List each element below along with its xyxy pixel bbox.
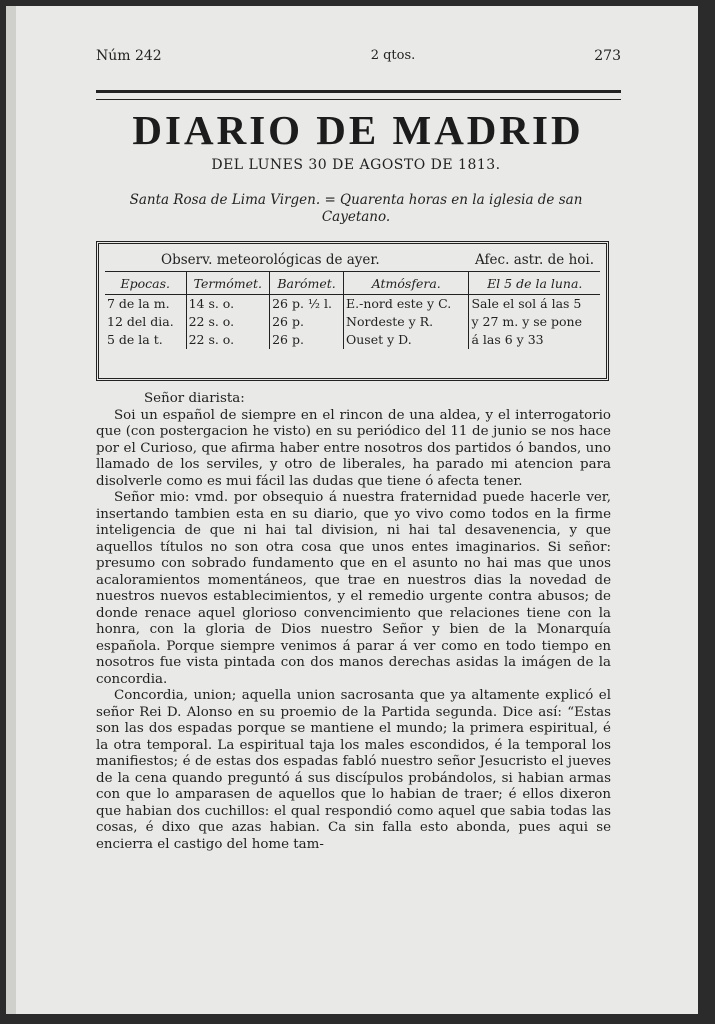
column-header: Barómet.: [270, 272, 344, 295]
article-salutation: Señor diarista:: [144, 391, 245, 406]
table-row: [105, 295, 600, 314]
table-row: [105, 331, 600, 349]
meteo-heading-left: Observ. meteorológicas de ayer.: [161, 252, 380, 268]
table-cell: Nordeste y R.: [344, 313, 469, 331]
table-cell: 26 p. ½ l.: [270, 295, 344, 314]
table-cell: Ouset y D.: [344, 331, 469, 349]
table-cell: 12 del dia.: [107, 314, 174, 329]
column-header: El 5 de la luna.: [469, 272, 600, 295]
page-number: 273: [594, 48, 621, 64]
table-cell: 7 de la m.: [107, 296, 170, 311]
table-row: [105, 313, 600, 331]
masthead-line: [96, 48, 621, 64]
meteorological-box: [96, 241, 609, 381]
table-cell: 14 s. o.: [186, 295, 270, 314]
newspaper-page: [6, 6, 698, 1014]
column-header: Atmósfera.: [344, 272, 469, 295]
price: 2 qtos.: [370, 48, 416, 63]
article-paragraph: Señor mio: vmd. por obsequio á nuestra fraternidad puede hacerle ver, insertando tambien esta en su diario, que yo vivo como todos en la firme inteligencia de que ni hai tal division, ni hai tal desavenencia, y que aquellos títulos no son otra cosa que unos entes imaginarios. Si señor: presumo con sobrado fundamento que en el asunto no hai mas que unos acaloramientos momentáneos, que trae en nuestros dias la novedad de nuestros nuevos establecimientos, y el remedio urgente contra abusos; de donde renace aquel glorioso convencimiento que relaciones tiene con la honra, con la gloria de Dios nuestro Señor y bien de la Monarquía española. Porque siempre venimos á parar á ver como en todo tiempo en nosotros fue vista pintada con dos manos derechas asidas la imágen de la concordia.: [96, 490, 611, 687]
newspaper-title: DIARIO DE MADRID: [132, 107, 584, 153]
table-cell: 22 s. o.: [186, 331, 270, 349]
table-cell: 22 s. o.: [186, 313, 270, 331]
saints-of-the-day: Santa Rosa de Lima Virgen. = Quarenta horas en la iglesia de san Cayetano.: [129, 192, 583, 225]
table-cell: y 27 m. y se pone: [469, 313, 600, 331]
column-header: Termómet.: [186, 272, 270, 295]
masthead-rule: [96, 90, 621, 100]
meteo-column-headers: [105, 272, 600, 295]
article-paragraph: Soi un español de siempre en el rincon de una aldea, y el interrogatorio que (con postergacion he visto) en su periódico del 11 de junio se nos hace por el Curioso, que afirma haber entre nosotros dos partidos ó bandos, uno llamado de los serviles, y otro de liberales, ha parado mi atencion para disolverle como es mui fácil las dudas que tiene ó afecta tener.: [96, 407, 611, 489]
table-cell: Sale el sol á las 5: [469, 295, 600, 314]
issue-date: DEL LUNES 30 DE AGOSTO DE 1813.: [211, 157, 501, 173]
table-cell: á las 6 y 33: [469, 331, 600, 349]
table-cell: 5 de la t.: [107, 332, 163, 347]
issue-number: Núm 242: [96, 48, 162, 64]
column-header: Epocas.: [105, 272, 186, 295]
article-body: [96, 391, 611, 853]
meteo-heading-right: Afec. astr. de hoi.: [475, 252, 594, 268]
meteo-table: [105, 272, 600, 349]
meteo-header: [105, 248, 600, 272]
article-paragraph: Concordia, union; aquella union sacrosanta que ya altamente explicó el señor Rei D. Alonso en su proemio de la Partida segunda. Dice así: “Estas son las dos espadas porque se mantiene el mundo; la primera espiritual, é la otra temporal. La espiritual taja los males escondidos, é la temporal los manifiestos; é de estas dos espadas fabló nuestro señor Jesucristo el jueves de la cena quando preguntó á sus discípulos probándolos, si habian armas con que lo amparasen de aquellos que lo habian de traer; é ellos dixeron que habian dos cuchillos: el qual respondió como aquel que sabia todas las cosas, é dixo que azas habian. Ca sin falla esto abonda, pues aqui se encierra el castigo del home tam-: [96, 688, 611, 852]
table-cell: 26 p.: [270, 313, 344, 331]
table-cell: 26 p.: [270, 331, 344, 349]
table-cell: E.-nord este y C.: [344, 295, 469, 314]
